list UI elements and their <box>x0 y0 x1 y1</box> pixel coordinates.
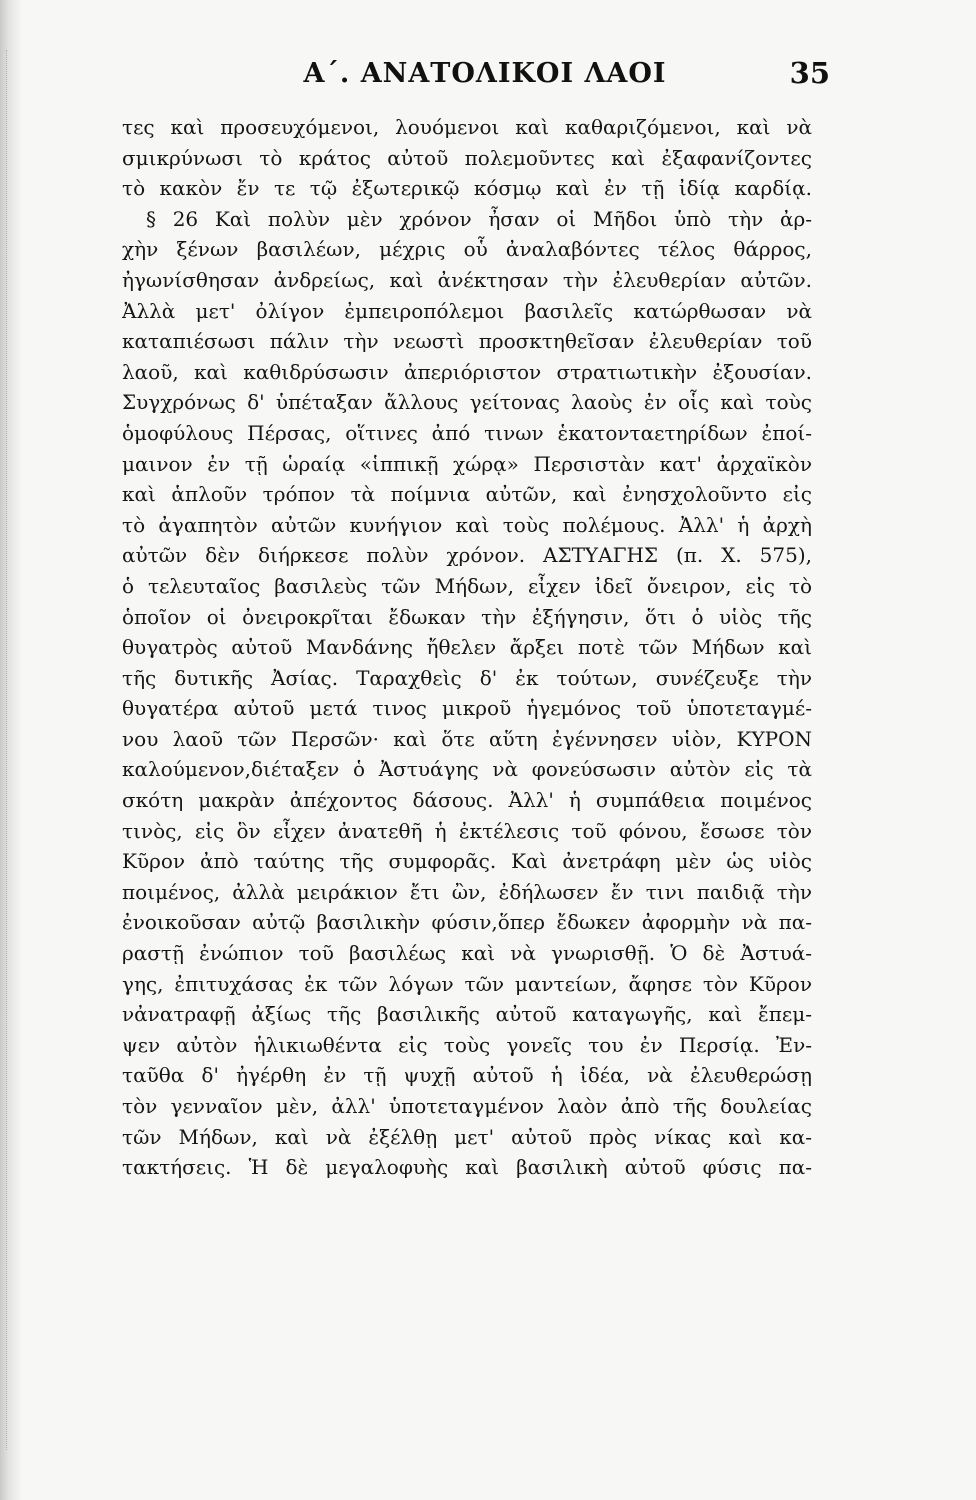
text-line: θυγατρὸς αὐτοῦ Μανδάνης ἤθελεν ἄρξει ποτὲ τῶν Μήδων καὶ <box>122 635 812 660</box>
running-head: Α΄. ΑΝΑΤΟΛΙΚΟΙ ΛΑΟΙ <box>303 58 667 89</box>
text-line: χὴν ξένων βασιλέων, μέχρις οὗ ἀναλαβόντες τέλος θάρρος, <box>122 237 812 262</box>
text-line: νἀνατραφῇ ἀξίως τῆς βασιλικῆς αὐτοῦ καταγωγῆς, καὶ ἔπεμ- <box>122 1002 812 1027</box>
text-line: καταπιέσωσι πάλιν τὴν νεωστὶ προσκτηθεῖσαν ἐλευθερίαν τοῦ <box>122 329 812 354</box>
text-line: Συγχρόνως δ' ὑπέταξαν ἄλλους γείτονας λαοὺς ἐν οἷς καὶ τοὺς <box>122 390 812 415</box>
text-line: τακτήσεις. Ἡ δὲ μεγαλοφυὴς καὶ βασιλικὴ αὐτοῦ φύσις πα- <box>122 1155 812 1180</box>
section-heading-line: § 26 Καὶ πολὺν μὲν χρόνον ἦσαν οἱ Μῆδοι ὑπὸ τὴν ἀρ- <box>146 206 812 231</box>
page-header <box>140 58 830 98</box>
text-line: θυγατέρα αὐτοῦ μετά τινος μικροῦ ἡγεμόνος τοῦ ὑποτεταγμέ- <box>122 696 812 721</box>
text-line: ραστῇ ἐνώπιον τοῦ βασιλέως καὶ νὰ γνωρισθῇ. Ὁ δὲ Ἀστυά- <box>122 941 812 966</box>
text-line: γης, ἐπιτυχάσας ἐκ τῶν λόγων τῶν μαντείων, ἄφησε τὸν Κῦρον <box>122 971 812 996</box>
text-line: καὶ ἁπλοῦν τρόπον τὰ ποίμνια αὐτῶν, καὶ ἐνησχολοῦντο εἰς <box>122 482 812 507</box>
text-line: καλούμενον,διέταξεν ὁ Ἀστυάγης νὰ φονεύσωσιν αὐτὸν εἰς τὰ <box>122 757 812 782</box>
body-text <box>122 112 812 1183</box>
text-line: Ἀλλὰ μετ' ὀλίγον ἐμπειροπόλεμοι βασιλεῖς κατώρθωσαν νὰ <box>122 298 812 323</box>
text-line: ὁμοφύλους Πέρσας, οἵτινες ἀπό τινων ἑκατονταετηρίδων ἐποί- <box>122 420 812 445</box>
text-line: νου λαοῦ τῶν Περσῶν· καὶ ὅτε αὕτη ἐγέννησεν υἱὸν, ΚΥΡΟΝ <box>122 726 812 751</box>
text-line: τὸν γενναῖον μὲν, ἀλλ' ὑποτεταγμένον λαὸν ἀπὸ τῆς δουλείας <box>122 1094 812 1118</box>
text-line: τες καὶ προσευχόμενοι, λουόμενοι καὶ καθαριζόμενοι, καὶ νὰ <box>122 115 812 139</box>
text-line: αὐτῶν δὲν διήρκεσε πολὺν χρόνον. ΑΣΤΥΑΓΗΣ (π. Χ. 575), <box>122 543 812 568</box>
text-line: λαοῦ, καὶ καθιδρύσωσιν ἀπεριόριστον στρατιωτικὴν ἐξουσίαν. <box>122 359 812 384</box>
text-line: Κῦρον ἀπὸ ταύτης τῆς συμφορᾶς. Καὶ ἀνετράφη μὲν ὡς υἱὸς <box>122 849 812 874</box>
text-line: τὸ κακὸν ἔν τε τῷ ἐξωτερικῷ κόσμῳ καὶ ἐν τῇ ἰδίᾳ καρδίᾳ. <box>122 176 812 201</box>
text-line: ταῦθα δ' ἠγέρθη ἐν τῇ ψυχῇ αὐτοῦ ἡ ἰδέα, νὰ ἐλευθερώσῃ <box>122 1063 812 1088</box>
page-number: 35 <box>789 56 830 90</box>
binding-edge <box>6 50 17 1450</box>
text-line: ὁ τελευταῖος βασιλεὺς τῶν Μήδων, εἶχεν ἰδεῖ ὄνειρον, εἰς τὸ <box>122 573 812 598</box>
text-line: τὸ ἀγαπητὸν αὐτῶν κυνήγιον καὶ τοὺς πολέμους. Ἀλλ' ἡ ἀρχὴ <box>122 512 812 537</box>
text-line: σκότη μακρὰν ἀπέχοντος δάσους. Ἀλλ' ἡ συμπάθεια ποιμένος <box>122 788 812 813</box>
text-line: ἠγωνίσθησαν ἀνδρείως, καὶ ἀνέκτησαν τὴν ἐλευθερίαν αὐτῶν. <box>122 267 812 292</box>
text-line: μαινον ἐν τῇ ὡραίᾳ «ἱππικῇ χώρᾳ» Περσιστὰν κατ' ἀρχαϊκὸν <box>122 451 812 476</box>
text-line: σμικρύνωσι τὸ κράτος αὐτοῦ πολεμοῦντες καὶ ἐξαφανίζοντες <box>122 145 812 170</box>
text-line: τῶν Μήδων, καὶ νὰ ἐξέλθῃ μετ' αὐτοῦ πρὸς νίκας καὶ κα- <box>122 1124 812 1149</box>
text-line: ψεν αὐτὸν ἡλικιωθέντα εἰς τοὺς γονεῖς του ἐν Περσίᾳ. Ἐν- <box>122 1032 812 1057</box>
text-line: ποιμένος, ἀλλὰ μειράκιον ἔτι ὢν, ἐδήλωσεν ἔν τινι παιδιᾷ τὴν <box>122 879 812 904</box>
text-line: τινὸς, εἰς ὃν εἶχεν ἀνατεθῆ ἡ ἐκτέλεσις τοῦ φόνου, ἔσωσε τὸν <box>122 818 812 843</box>
text-line: τῆς δυτικῆς Ἀσίας. Ταραχθεὶς δ' ἐκ τούτων, συνέζευξε τὴν <box>122 665 812 690</box>
text-line: ὁποῖον οἱ ὀνειροκρῖται ἔδωκαν τὴν ἐξήγησιν, ὅτι ὁ υἱὸς τῆς <box>122 604 812 629</box>
text-line: ἐνοικοῦσαν αὐτῷ βασιλικὴν φύσιν,ὅπερ ἔδωκεν ἀφορμὴν νὰ πα- <box>122 910 812 935</box>
